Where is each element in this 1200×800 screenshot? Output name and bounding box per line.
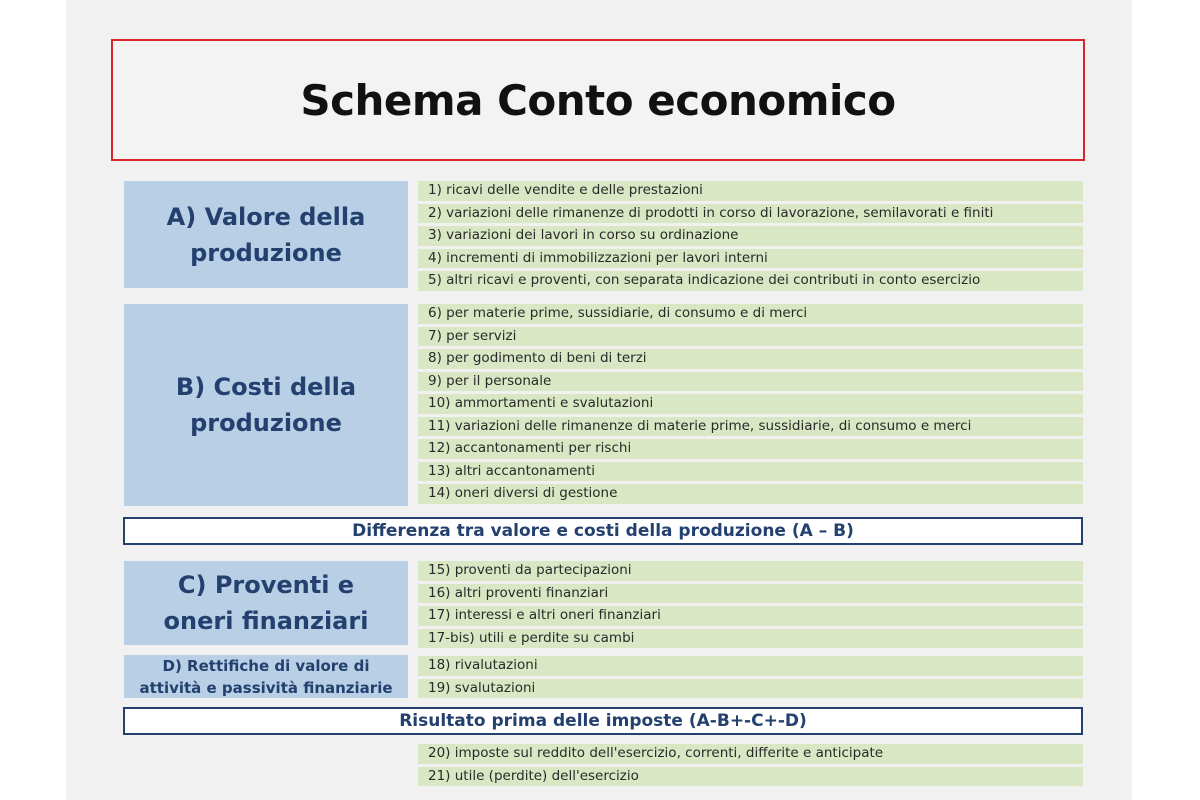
list-item: 17) interessi e altri oneri finanziari <box>418 606 1083 626</box>
section-b-items <box>418 304 1083 507</box>
section-b-label: B) Costi della produzione <box>124 304 408 506</box>
list-item: 3) variazioni dei lavori in corso su ordinazione <box>418 226 1083 246</box>
list-item: 10) ammortamenti e svalutazioni <box>418 394 1083 414</box>
section-d-items <box>418 656 1083 701</box>
list-item: 12) accantonamenti per rischi <box>418 439 1083 459</box>
list-item: 11) variazioni delle rimanenze di materie prime, sussidiarie, di consumo e merci <box>418 417 1083 437</box>
final-items <box>418 744 1083 789</box>
section-a-items <box>418 181 1083 294</box>
list-item: 7) per servizi <box>418 327 1083 347</box>
list-item: 14) oneri diversi di gestione <box>418 484 1083 504</box>
list-item: 15) proventi da partecipazioni <box>418 561 1083 581</box>
difference-result-bar: Differenza tra valore e costi della produzione (A – B) <box>123 517 1083 545</box>
list-item: 1) ricavi delle vendite e delle prestazioni <box>418 181 1083 201</box>
section-d-label: D) Rettifiche di valore di attività e passività finanziarie <box>124 655 408 698</box>
list-item: 16) altri proventi finanziari <box>418 584 1083 604</box>
list-item: 21) utile (perdite) dell'esercizio <box>418 767 1083 787</box>
list-item: 18) rivalutazioni <box>418 656 1083 676</box>
list-item: 2) variazioni delle rimanenze di prodotti in corso di lavorazione, semilavorati e finiti <box>418 204 1083 224</box>
list-item: 13) altri accantonamenti <box>418 462 1083 482</box>
page-title: Schema Conto economico <box>300 75 896 125</box>
list-item: 9) per il personale <box>418 372 1083 392</box>
pre-tax-result-bar: Risultato prima delle imposte (A-B+-C+-D) <box>123 707 1083 735</box>
list-item: 20) imposte sul reddito dell'esercizio, correnti, differite e anticipate <box>418 744 1083 764</box>
section-c-items <box>418 561 1083 651</box>
section-a-label: A) Valore della produzione <box>124 181 408 288</box>
list-item: 6) per materie prime, sussidiarie, di consumo e di merci <box>418 304 1083 324</box>
list-item: 5) altri ricavi e proventi, con separata indicazione dei contributi in conto esercizio <box>418 271 1083 291</box>
list-item: 19) svalutazioni <box>418 679 1083 699</box>
list-item: 17-bis) utili e perdite su cambi <box>418 629 1083 649</box>
title-box <box>111 39 1085 161</box>
list-item: 8) per godimento di beni di terzi <box>418 349 1083 369</box>
list-item: 4) incrementi di immobilizzazioni per lavori interni <box>418 249 1083 269</box>
section-c-label: C) Proventi e oneri finanziari <box>124 561 408 645</box>
